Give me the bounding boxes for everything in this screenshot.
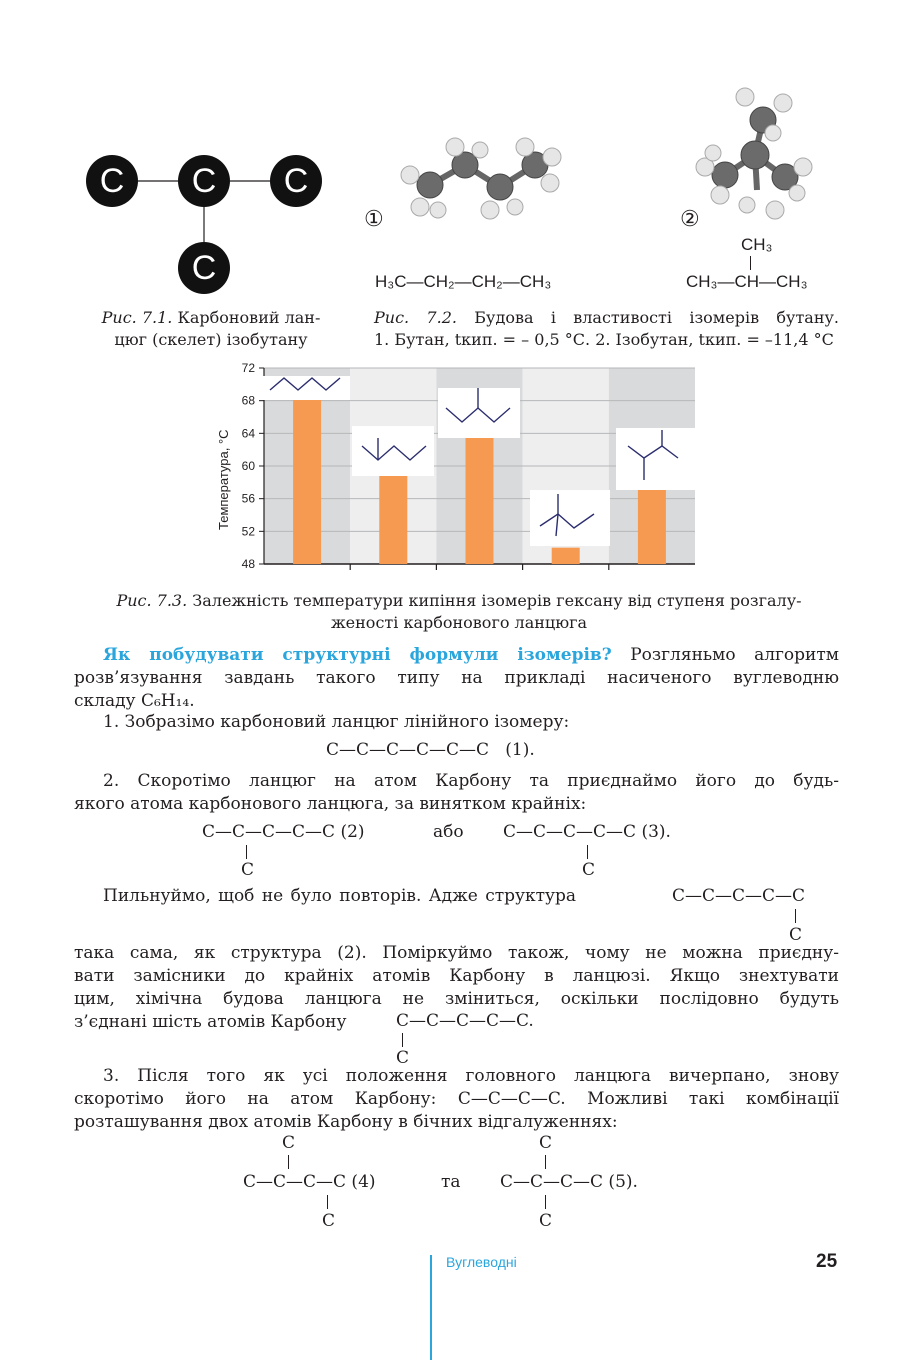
branch-carbon: C (789, 925, 803, 945)
step-1: 1. Зобразімо карбоновий ланцюг лінійного ізомеру: (103, 712, 570, 732)
text-line: вати замісники до крайніх атомів Карбону в ланцюзі. Якщо знехтувати (74, 966, 839, 986)
carbon-atom: C (178, 155, 230, 207)
structure-formula-box (616, 428, 698, 490)
text-line: така сама, як структура (2). Поміркуймо також, чому не можна приєдну- (74, 943, 839, 963)
and-word: та (441, 1172, 461, 1192)
boiling-point-chart (205, 360, 705, 580)
structure-formula-box (262, 376, 350, 400)
chart-tick-label: 68 (241, 393, 255, 408)
circled-number-2: ② (680, 207, 700, 232)
branch-carbon: C (282, 1133, 296, 1153)
chart-bar (552, 548, 580, 564)
chart-tick-label: 72 (241, 361, 255, 375)
branch-carbon: C (396, 1048, 410, 1068)
text-line: Пильнуймо, щоб не було повторів. Адже структура (103, 886, 577, 906)
chart-bar (638, 482, 666, 564)
chart-tick-label: 60 (241, 459, 255, 473)
branch-carbon: C (241, 860, 255, 880)
formula-duplicate: C—C—C—C—C (672, 886, 806, 906)
footer-section-title: Вуглеводні (446, 1254, 517, 1270)
chart-tick-label: 52 (241, 524, 255, 539)
formula-six: C—C—C—C—C. (396, 1011, 534, 1031)
text-line: розташування двох атомів Карбону в бічних відгалуженнях: (74, 1112, 618, 1132)
chart-y-axis-label: Температура, °С (216, 429, 231, 530)
carbon-atom: C (270, 155, 322, 207)
formula-2: C—C—C—C—C (2) (202, 822, 365, 842)
formula-4: C—C—C—C (4) (243, 1172, 376, 1192)
text-line: скоротімо його на атом Карбону: C—C—C—C. Можливі такі комбінації (74, 1089, 839, 1109)
structure-formula-box (530, 490, 610, 546)
fig-7-2-caption-line2: 1. Бутан, tкип. = – 0,5 °С. 2. Ізобутан, tкип. = –11,4 °С (374, 330, 834, 349)
formula-1: C—C—C—C—C—C (1). (326, 740, 535, 760)
page-number: 25 (816, 1251, 838, 1272)
chart-tick-label: 64 (241, 426, 255, 441)
text-line: якого атома карбонового ланцюга, за винятком крайніх: (74, 794, 587, 814)
bond-line (327, 1195, 328, 1209)
chart-tick-label: 48 (241, 557, 255, 571)
butane-formula: H₃C—CH₂—CH₂—CH₃ (375, 272, 552, 291)
text-line: цим, хімічна будова ланцюга не зміниться, оскільки послідовно будуть (74, 989, 839, 1009)
fig-7-3-caption: Рис. 7.3. Залежність температури кипіння ізомерів гексану від ступеня розгалу- женості карбонового ланцюга (116, 591, 802, 632)
bond-line (288, 1155, 289, 1169)
chart-bar (293, 393, 321, 565)
isobutane-model-image (685, 85, 815, 225)
formula-3: C—C—C—C—C (3). (503, 822, 671, 842)
chart-bar (379, 466, 407, 564)
carbon-atom: C (178, 242, 230, 294)
bond-line (545, 1155, 546, 1169)
branch-carbon: C (582, 860, 596, 880)
section-heading: Як побудувати структурні формули ізомерів? (103, 645, 612, 665)
bond-line (246, 845, 247, 859)
bond-line (795, 909, 796, 923)
fig-7-2-caption: Рис. 7.2. Будова і властивості ізомерів бутану. (374, 308, 840, 327)
structure-formula-box (352, 426, 434, 476)
bond-line (402, 1033, 403, 1047)
isobutane-formula: CH₃—CH—CH₃ (686, 272, 808, 291)
branch-carbon: C (539, 1133, 553, 1153)
question-paragraph: Як побудувати структурні формули ізомерів? Розгляньмо алгоритм (103, 645, 839, 665)
isobutane-methyl: CH₃ (741, 235, 773, 254)
bond-line (750, 256, 751, 270)
text-line: розв’язування завдань такого типу на прикладі насиченого вуглеводню (74, 668, 839, 688)
bond-line (545, 1195, 546, 1209)
chart-tick-label: 56 (241, 491, 255, 506)
carbon-atom: C (86, 155, 138, 207)
circled-number-1: ① (364, 207, 384, 232)
branch-carbon: C (322, 1211, 336, 1231)
text-line: з’єднані шість атомів Карбону (74, 1012, 347, 1032)
butane-model-image (380, 135, 570, 225)
chart-bar (466, 433, 494, 564)
step-3: 3. Після того як усі положення головного ланцюга вичерпано, знову (103, 1066, 839, 1086)
bond-line (587, 845, 588, 859)
footer-divider (430, 1255, 432, 1360)
text-line: складу C₆H₁₄. (74, 691, 195, 711)
formula-5: C—C—C—C (5). (500, 1172, 638, 1192)
branch-carbon: C (539, 1211, 553, 1231)
structure-formula-box (438, 388, 520, 438)
or-word: або (433, 822, 464, 842)
fig-7-1-caption: Рис. 7.1. Карбоновий лан- цюг (скелет) ізобутану (101, 308, 321, 349)
step-2: 2. Скоротімо ланцюг на атом Карбону та приєднаймо його до будь- (103, 771, 839, 791)
